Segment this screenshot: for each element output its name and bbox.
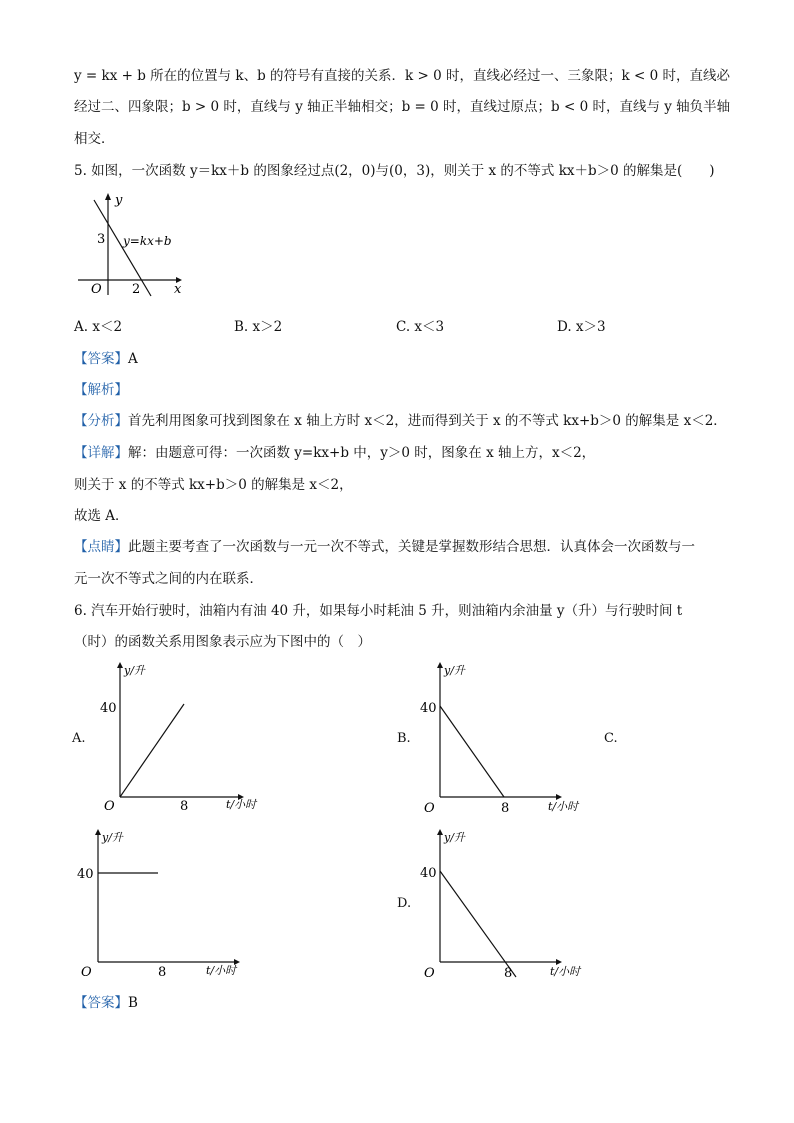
q5-option-c: C. x＜3 xyxy=(396,319,445,335)
svg-text:40: 40 xyxy=(77,867,94,882)
q6-option-d-label: D. xyxy=(397,896,412,911)
q6-stem-1: 6. 汽车开始行驶时，油箱内有油 40 升，如果每小时耗油 5 升，则油箱内余油量 y（升）与行驶时间 t xyxy=(74,603,683,619)
svg-text:40: 40 xyxy=(420,866,437,881)
svg-text:8: 8 xyxy=(180,799,189,814)
q6-graph-d xyxy=(418,825,598,985)
svg-text:y/升: y/升 xyxy=(444,831,465,844)
svg-text:40: 40 xyxy=(100,701,117,716)
q5-graph xyxy=(78,190,193,300)
q5-x-intercept-label: 2 xyxy=(132,282,141,297)
q5-analysis-heading xyxy=(74,381,128,399)
intro-line-3: 相交． xyxy=(74,131,115,147)
q5-xiangjie-tag: 【详解】 xyxy=(74,445,128,461)
intro-line-1: y = kx + b 所在的位置与 k、b 的符号有直接的关系．k > 0 时，直线必经过一、三象限；k < 0 时，直线必 xyxy=(74,68,730,84)
intro-line-2: 经过二、四象限；b > 0 时，直线与 y 轴正半轴相交；b = 0 时，直线过原点；b < 0 时，直线与 y 轴负半轴 xyxy=(74,99,731,115)
q5-y-label: y xyxy=(115,193,123,208)
q5-answer-tag: 【答案】 xyxy=(74,351,128,367)
q5-dianjing-text: 此题主要考查了一次函数与一元一次不等式，关键是掌握数形结合思想．认真体会一次函数与一 xyxy=(128,539,695,555)
q5-line-label: y=kx+b xyxy=(123,234,172,248)
svg-text:y/升: y/升 xyxy=(444,664,465,677)
q5-fenxi xyxy=(74,412,727,430)
q6-b-line xyxy=(440,706,504,797)
q6-option-b-label: B. xyxy=(397,731,411,746)
q5-conclusion: 则关于 x 的不等式 kx+b＞0 的解集是 x＜2， xyxy=(74,477,353,493)
q6-graph-b xyxy=(418,660,593,820)
q5-answer-value: A xyxy=(128,351,138,367)
svg-text:t/小时: t/小时 xyxy=(206,964,237,977)
q5-dianjing-2: 元一次不等式之间的内在联系． xyxy=(74,571,263,587)
q6-stem-2: （时）的函数关系用图象表示应为下图中的（ ） xyxy=(74,634,371,650)
q5-fenxi-text: 首先利用图象可找到图象在 x 轴上方时 x＜2，进而得到关于 x 的不等式 kx+b＞0 的解集是 x＜2． xyxy=(128,413,727,429)
q6-graph-a xyxy=(98,660,268,820)
q5-y-intercept-label: 3 xyxy=(97,232,106,247)
svg-text:t/小时: t/小时 xyxy=(550,965,581,978)
q5-dianjing xyxy=(74,538,695,556)
svg-text:y/升: y/升 xyxy=(124,664,145,677)
svg-text:O: O xyxy=(424,966,435,981)
q5-dianjing-tag: 【点睛】 xyxy=(74,539,128,555)
q5-function-line xyxy=(94,200,151,296)
q5-y-arrow xyxy=(105,193,111,200)
q6-option-c-label: C. xyxy=(604,731,618,746)
q6-answer-value: B xyxy=(128,995,138,1011)
q5-x-label: x xyxy=(174,282,182,297)
q6-d-line xyxy=(440,871,516,977)
q5-stem: 5. 如图，一次函数 y＝kx＋b 的图象经过点(2，0)与(0，3)，则关于 x 的不等式 kx＋b＞0 的解集是( ) xyxy=(74,163,715,179)
svg-text:40: 40 xyxy=(420,701,437,716)
q5-option-a: A. x＜2 xyxy=(74,319,123,335)
svg-text:O: O xyxy=(81,965,92,980)
q5-answer xyxy=(74,350,138,368)
q5-xiangjie xyxy=(74,444,595,462)
q5-option-d: D. x＞3 xyxy=(557,319,606,335)
q5-option-b: B. x＞2 xyxy=(234,319,283,335)
q6-a-line xyxy=(120,704,184,797)
q6-option-a-label: A. xyxy=(72,731,86,746)
q5-choose: 故选 A． xyxy=(74,508,129,524)
q6-graph-c xyxy=(74,825,274,985)
q5-xiangjie-text: 解：由题意可得：一次函数 y=kx+b 中，y＞0 时，图象在 x 轴上方，x＜2， xyxy=(128,445,596,461)
svg-text:O: O xyxy=(424,801,435,816)
q5-fenxi-tag: 【分析】 xyxy=(74,413,128,429)
q6-answer xyxy=(74,994,138,1012)
svg-text:t/小时: t/小时 xyxy=(548,800,579,813)
svg-text:8: 8 xyxy=(501,801,510,816)
q6-answer-tag: 【答案】 xyxy=(74,995,128,1011)
svg-text:O: O xyxy=(104,799,115,814)
svg-text:y/升: y/升 xyxy=(102,831,123,844)
q5-origin-label: O xyxy=(91,282,102,297)
svg-text:t/小时: t/小时 xyxy=(226,798,257,811)
svg-text:8: 8 xyxy=(504,966,513,981)
svg-text:8: 8 xyxy=(158,965,167,980)
q5-analysis-tag: 【解析】 xyxy=(74,382,128,398)
